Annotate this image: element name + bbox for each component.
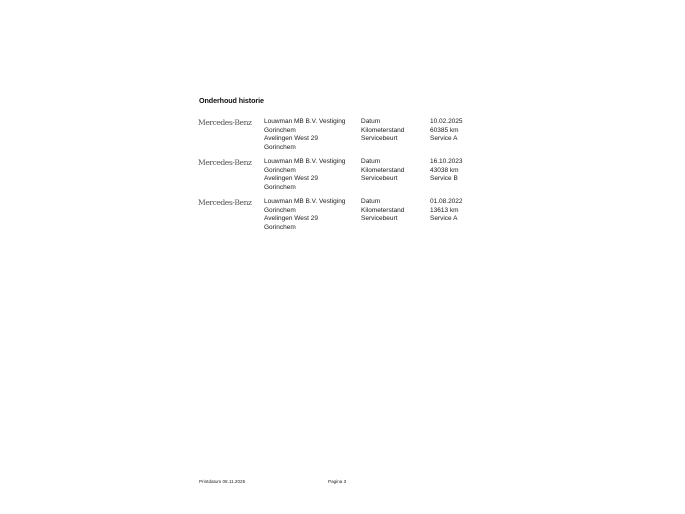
- dealer-city: Gorinchem: [264, 206, 296, 214]
- mercedes-benz-logo: Mercedes-Benz: [198, 198, 252, 207]
- service-record: [0, 158, 685, 196]
- label-service: Servicebeurt: [361, 215, 398, 222]
- mercedes-benz-logo: Mercedes-Benz: [198, 118, 252, 127]
- mercedes-benz-logo: Mercedes-Benz: [198, 158, 252, 167]
- record-values: [430, 118, 463, 144]
- record-values: [430, 198, 463, 224]
- value-date: 01.08.2022: [430, 198, 463, 205]
- value-km: 13613 km: [430, 206, 459, 214]
- value-km: 60385 km: [430, 126, 459, 134]
- dealer-name: Louwman MB B.V. Vestiging: [264, 118, 346, 125]
- dealer-name: Louwman MB B.V. Vestiging: [264, 198, 346, 205]
- dealer-name: Louwman MB B.V. Vestiging: [264, 158, 346, 165]
- dealer-street: Avelingen West 29: [264, 215, 318, 222]
- value-service: Service B: [430, 175, 458, 182]
- dealer-address: [264, 158, 345, 192]
- record-labels: [361, 158, 404, 184]
- label-date: Datum: [361, 158, 381, 165]
- dealer-city-2: Gorinchem: [264, 143, 296, 151]
- dealer-city: Gorinchem: [264, 166, 296, 174]
- dealer-city-2: Gorinchem: [264, 223, 296, 231]
- dealer-address: [264, 118, 345, 152]
- record-labels: [361, 198, 404, 224]
- footer-print-date: Printdatum 08.11.2025: [199, 479, 246, 484]
- footer-page-number: Pagina 3: [328, 479, 347, 484]
- record-labels: [361, 118, 404, 144]
- dealer-street: Avelingen West 29: [264, 135, 318, 142]
- label-service: Servicebeurt: [361, 175, 398, 182]
- label-km: Kilometerstand: [361, 126, 405, 134]
- value-service: Service A: [430, 215, 458, 222]
- label-service: Servicebeurt: [361, 135, 398, 142]
- dealer-address: [264, 198, 345, 232]
- value-date: 16.10.2023: [430, 158, 463, 165]
- label-km: Kilometerstand: [361, 206, 405, 214]
- value-service: Service A: [430, 135, 458, 142]
- dealer-city: Gorinchem: [264, 126, 296, 134]
- label-km: Kilometerstand: [361, 166, 405, 174]
- service-record: [0, 198, 685, 236]
- value-date: 10.02.2025: [430, 118, 463, 125]
- section-title: Onderhoud historie: [199, 96, 264, 105]
- record-values: [430, 158, 463, 184]
- service-record: [0, 118, 685, 156]
- dealer-street: Avelingen West 29: [264, 175, 318, 182]
- label-date: Datum: [361, 198, 381, 205]
- dealer-city-2: Gorinchem: [264, 183, 296, 191]
- label-date: Datum: [361, 118, 381, 125]
- value-km: 43038 km: [430, 166, 459, 174]
